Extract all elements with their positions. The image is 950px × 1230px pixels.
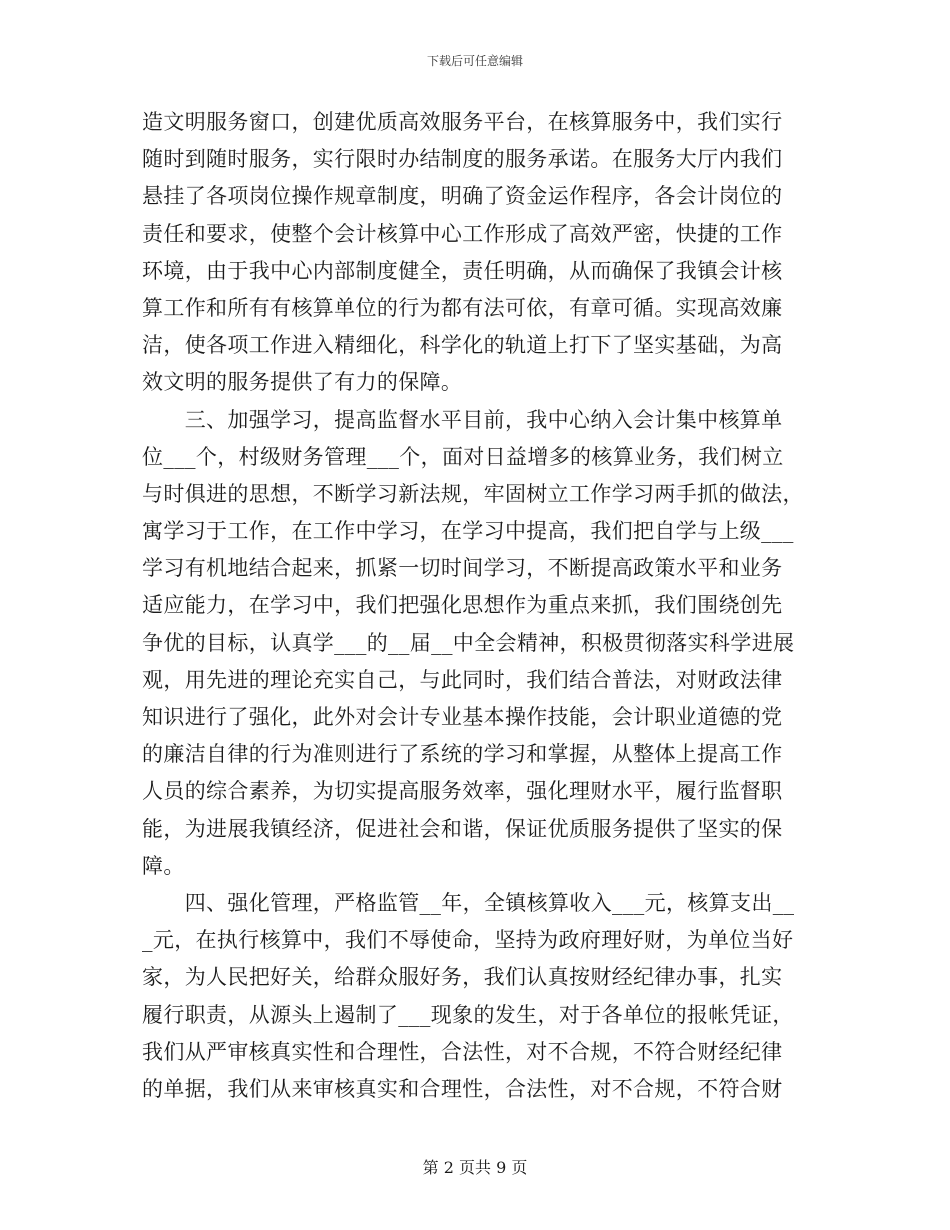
text-line: 障。 [142,853,185,878]
page-header: 下载后可任意编辑 [426,54,523,68]
text-line: 的单据，我们从来审核真实和合理性，合法性，对不合规，不符合财 [142,1076,783,1101]
text-line: 观，用先进的理论充实自己，与此同时，我们结合普法，对财政法律 [142,667,783,692]
text-line: 我们从严审核真实性和合理性，合法性，对不合规，不符合财经纪律 [142,1039,783,1064]
text-line: 造文明服务窗口，创建优质高效服务平台，在核算服务中，我们实行 [142,110,783,134]
section-heading-line: 四、强化管理，严格监管__年，全镇核算收入___元，核算支出__ [142,890,795,915]
text-line: 随时到随时服务，实行限时办结制度的服务承诺。在服务大厅内我们 [142,147,783,172]
text-line: 洁，使各项工作进入精细化，科学化的轨道上打下了坚实基础，为高 [142,333,783,358]
text-line: 环境，由于我中心内部制度健全，责任明确，从而确保了我镇会计核 [142,258,783,283]
text-line: 履行职责，从源头上遏制了___现象的发生，对于各单位的报帐凭证， [142,1002,794,1027]
section-heading-line: 三、加强学习，提高监督水平目前，我中心纳入会计集中核算单 [142,407,783,432]
text-line: 与时俱进的思想，不断学习新法规，牢固树立工作学习两手抓的做法， [142,481,804,506]
text-line: 家，为人民把好关，给群众服好务，我们认真按财经纪律办事，扎实 [142,965,783,990]
text-line: 能，为进展我镇经济，促进社会和谐，保证优质服务提供了坚实的保 [142,816,783,841]
text-line: 争优的目标，认真学___的__届__中全会精神，积极贯彻落实科学进展 [142,630,795,655]
text-line: 知识进行了强化，此外对会计专业基本操作技能，会计职业道德的党 [142,705,783,729]
text-line: 学习有机地结合起来，抓紧一切时间学习，不断提高政策水平和业务 [142,556,783,581]
text-line: 位___个，村级财务管理___个，面对日益增多的核算业务，我们树立 [142,444,784,469]
text-line: _元，在执行核算中，我们不辱使命，坚持为政府理好财，为单位当好 [142,928,794,953]
text-line: 人员的综合素养，为切实提高服务效率，强化理财水平，履行监督职 [142,779,783,804]
text-line: 效文明的服务提供了有力的保障。 [142,370,463,395]
text-line: 悬挂了各项岗位操作规章制度，明确了资金运作程序，各会计岗位的 [142,184,783,209]
text-line: 适应能力，在学习中，我们把强化思想作为重点来抓，我们围绕创先 [142,593,783,618]
text-line: 算工作和所有有核算单位的行为都有法可依，有章可循。实现高效廉 [142,295,783,320]
text-line: 责任和要求，使整个会计核算中心工作形成了高效严密，快捷的工作 [142,221,783,246]
page-number: 第 2 页共 9 页 [422,1158,528,1177]
text-line: 的廉洁自律的行为准则进行了系统的学习和掌握，从整体上提高工作 [142,742,783,767]
text-line: 寓学习于工作，在工作中学习，在学习中提高，我们把自学与上级___ [142,519,794,544]
document-body [142,104,810,1108]
